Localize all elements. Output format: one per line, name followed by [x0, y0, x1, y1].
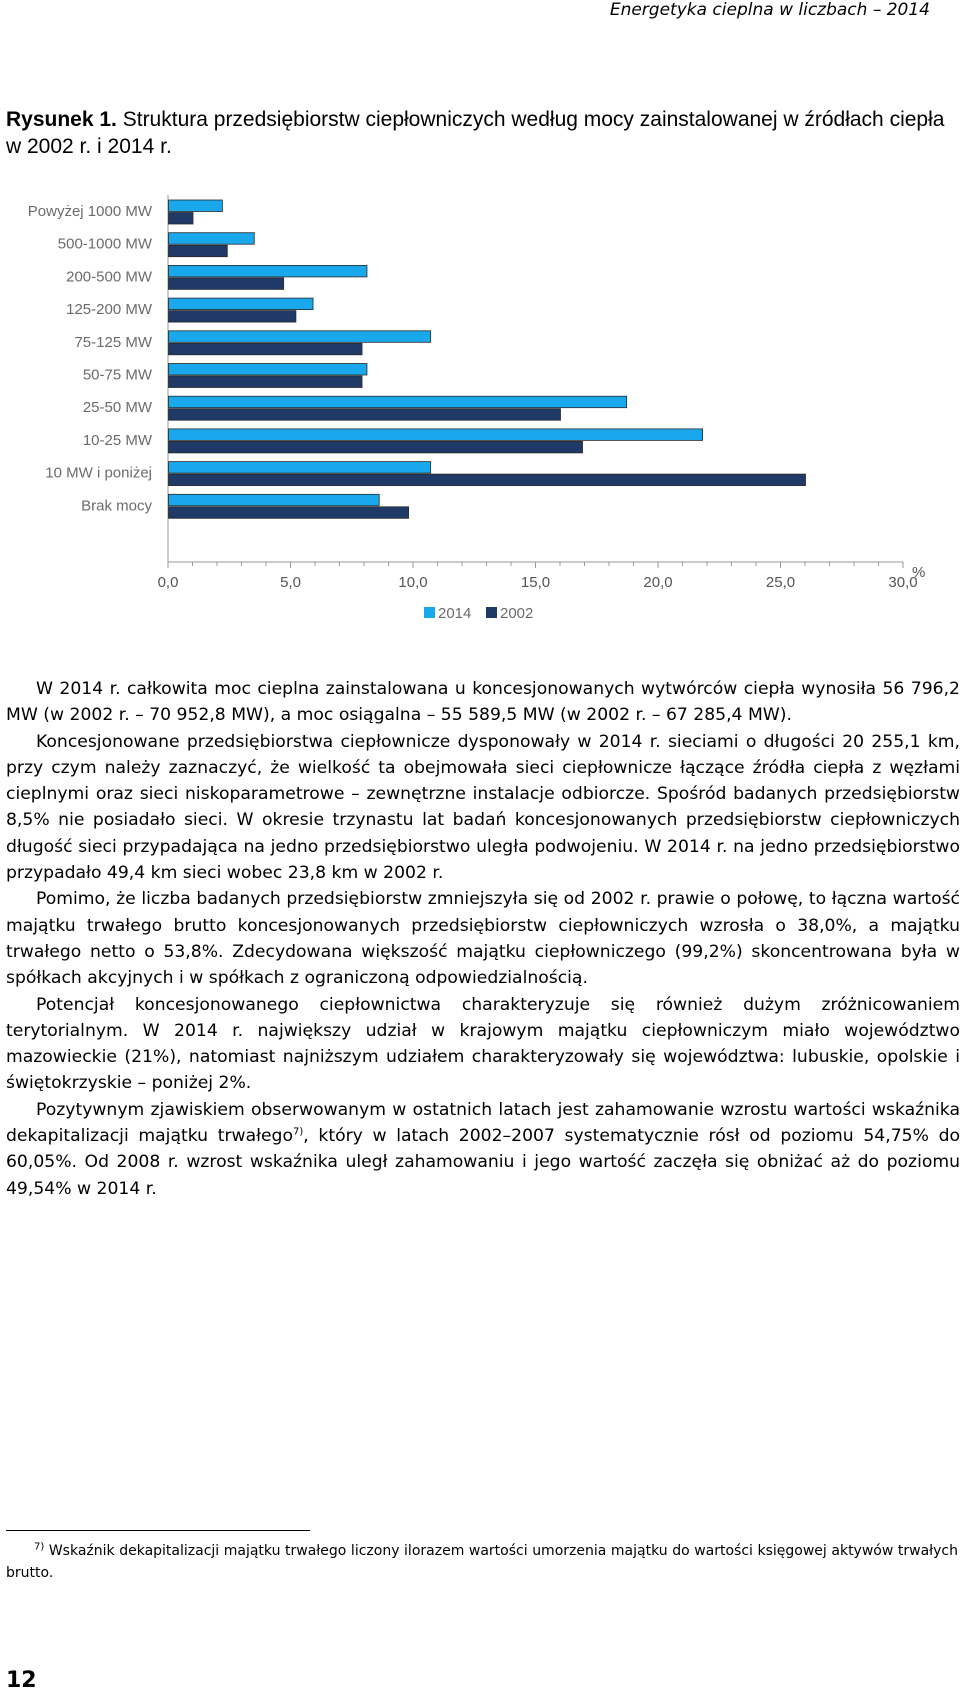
- bar-2002: [169, 213, 194, 225]
- paragraph-2: Koncesjonowane przedsiębiorstwa ciepłownicze dysponowały w 2014 r. sieciami o długości 20 255,1 km, przy czym należy zaznaczyć, że wielkość ta obejmowała sieci ciepłownicze łączące źródła ciepła z węzłami cieplnymi oraz sieci niskoparametrowe – zewnętrzne instalacje odbiorcze. Spośród badanych przedsiębiorstw 8,5% nie posiadało sieci. W okresie trzynastu lat badań koncesjonowanych przedsiębiorstw ciepłowniczych długość sieci przypadająca na jedno przedsiębiorstwo uległa podwojeniu. W 2014 r. na jedno przedsiębiorstwo przypadało 49,4 km sieci wobec 23,8 km w 2002 r.: [6, 731, 960, 884]
- bar-2014: [169, 462, 431, 474]
- category-label: 25-50 MW: [82, 399, 152, 417]
- x-tick-label: 0,0: [157, 574, 179, 591]
- x-tick-label: 20,0: [643, 574, 673, 591]
- paragraph-5: [6, 1097, 960, 1202]
- figure-title: Struktura przedsiębiorstw ciepłowniczych według mocy zainstalowanej w źródłach ciepła w 2002 r. i 2014 r.: [6, 108, 945, 158]
- bar-2014: [169, 331, 431, 343]
- legend-swatch-2002: [486, 607, 497, 618]
- footnote-ref: 7): [292, 1126, 304, 1138]
- legend-swatch-2014: [424, 607, 435, 618]
- bar-2014: [169, 233, 255, 245]
- bar-2014: [169, 429, 703, 441]
- body-text: [6, 676, 960, 1202]
- category-label: 50-75 MW: [82, 366, 152, 384]
- bar-2002: [169, 474, 806, 486]
- page-number: 12: [6, 1668, 37, 1693]
- x-axis-label: %: [912, 564, 926, 581]
- bar-2002: [169, 245, 228, 257]
- bar-chart: [0, 195, 960, 645]
- paragraph-3: Pomimo, że liczba badanych przedsiębiorstw zmniejszyła się od 2002 r. prawie o połowę, to łączna wartość majątku trwałego brutto koncesjonowanych przedsiębiorstw ciepłowniczych wzrosła o 38,0%, a majątku trwałego netto o 53,8%. Zdecydowana większość majątku ciepłowniczego (99,2%) skoncentrowana była w spółkach akcyjnych i w spółkach z ograniczoną odpowiedzialnością.: [6, 889, 960, 989]
- bar-2002: [169, 311, 296, 323]
- footnote-text: Wskaźnik dekapitalizacji majątku trwałego liczony ilorazem wartości umorzenia majątku do wartości księgowej aktywów trwałych brutto.: [6, 1543, 958, 1581]
- bar-2014: [169, 200, 223, 212]
- paragraph-5-start: Pozytywnym zjawiskiem obserwowanym w ostatnich latach jest zahamowanie wzrostu wartości wskaźnika dekapitalizacji majątku trwałego: [6, 1099, 960, 1147]
- bar-2014: [169, 364, 367, 376]
- x-tick-label: 25,0: [765, 574, 796, 591]
- category-label: Powyżej 1000 MW: [27, 203, 152, 220]
- figure-caption: [6, 106, 956, 160]
- bar-2002: [169, 376, 363, 388]
- bar-2014: [169, 298, 314, 310]
- category-label: 500-1000 MW: [57, 235, 152, 253]
- x-tick-label: 10,0: [398, 574, 428, 591]
- bar-2002: [169, 409, 561, 421]
- footnote: [6, 1540, 958, 1584]
- figure-label: Rysunek 1.: [6, 108, 117, 131]
- legend-label-2002: 2002: [500, 605, 534, 622]
- bar-2014: [169, 265, 367, 277]
- bar-2002: [169, 343, 363, 355]
- bar-2002: [169, 441, 583, 453]
- legend-label-2014: 2014: [438, 605, 472, 622]
- paragraph-4: Potencjał koncesjonowanego ciepłownictwa charakteryzuje się również dużym zróżnicowaniem terytorialnym. W 2014 r. największy udział w krajowym majątku ciepłowniczym miało województwo mazowieckie (21%), natomiast najniższym udziałem charakteryzowały się województwa: lubuskie, opolskie i świętokrzyskie – poniżej 2%.: [6, 994, 960, 1094]
- paragraph-5-end: , który w latach 2002–2007 systematycznie rósł od poziomu 54,75% do 60,05%. Od 2008 r. wzrost wskaźnika uległ zahamowaniu i jego wartość zaczęła się obniżać aż do poziomu 49,54% w 2014 r.: [6, 1126, 960, 1199]
- footnote-rule: [6, 1530, 310, 1531]
- category-label: 10-25 MW: [82, 431, 152, 449]
- paragraph-1: W 2014 r. całkowita moc cieplna zainstalowana u koncesjonowanych wytwórców ciepła wynosiła 56 796,2 MW (w 2002 r. – 70 952,8 MW), a moc osiągalna – 55 589,5 MW (w 2002 r. – 67 285,4 MW).: [6, 679, 960, 726]
- x-tick-label: 15,0: [520, 574, 551, 591]
- category-label: 10 MW i poniżej: [45, 464, 152, 482]
- footnote-marker: 7): [34, 1541, 45, 1553]
- x-tick-label: 30,0: [888, 574, 918, 591]
- category-label: 75-125 MW: [74, 333, 152, 351]
- category-label: 200-500 MW: [66, 268, 152, 286]
- running-header: Energetyka cieplna w liczbach – 2014: [609, 0, 930, 20]
- category-label: Brak mocy: [81, 497, 152, 515]
- bar-2014: [169, 396, 627, 408]
- bar-2002: [169, 507, 409, 519]
- bar-2014: [169, 494, 380, 506]
- bar-2002: [169, 278, 284, 290]
- x-tick-label: 5,0: [280, 574, 301, 591]
- category-label: 125-200 MW: [66, 301, 152, 319]
